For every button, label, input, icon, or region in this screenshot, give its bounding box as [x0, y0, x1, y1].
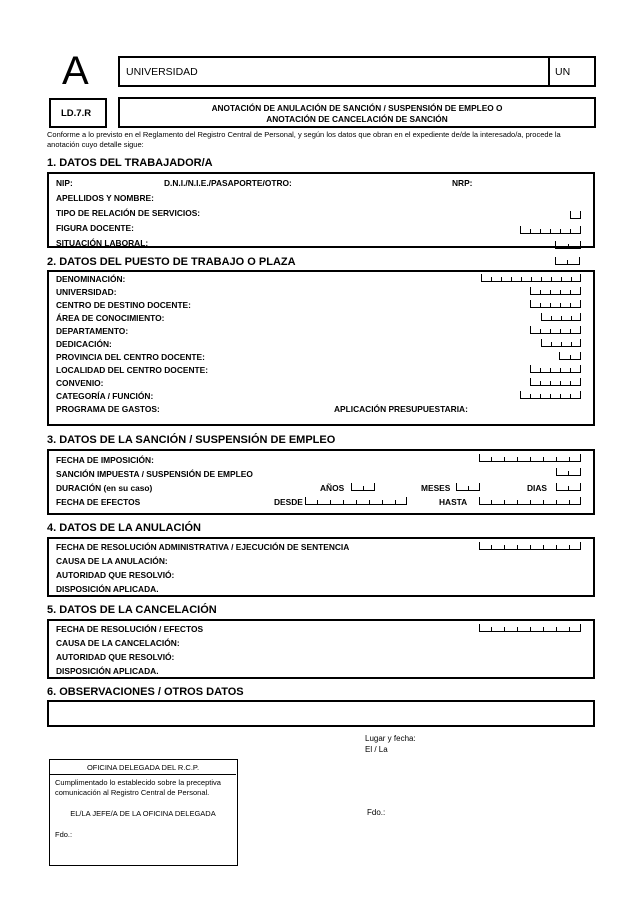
- anos-field[interactable]: [351, 484, 375, 491]
- oficina-title: OFICINA DELEGADA DEL R.C.P.: [86, 763, 200, 772]
- cancelacion-date-field[interactable]: [479, 625, 581, 632]
- section6-title: 6. OBSERVACIONES / OTROS DATOS: [47, 686, 244, 698]
- fecha-imposicion-date-field[interactable]: [479, 455, 581, 462]
- section2-box: [47, 270, 595, 426]
- section2-title: 2. DATOS DEL PUESTO DE TRABAJO O PLAZA: [47, 256, 296, 268]
- desde-label: DESDE: [274, 497, 303, 507]
- nip-label: NIP:: [56, 178, 73, 188]
- dias-label: DIAS: [527, 483, 548, 493]
- aplicacion-presupuestaria-label: APLICACIÓN PRESUPUESTARIA:: [334, 404, 468, 414]
- section3-title: 3. DATOS DE LA SANCIÓN / SUSPENSIÓN DE EMPLEO: [47, 434, 336, 446]
- observaciones-field[interactable]: [47, 700, 595, 727]
- localidad-label: LOCALIDAD DEL CENTRO DOCENTE:: [56, 365, 208, 375]
- meses-field[interactable]: [456, 484, 480, 491]
- fecha-imposicion-label: FECHA DE IMPOSICIÓN:: [56, 455, 154, 465]
- intro-text-line1: Conforme a lo previsto en el Reglamento del Registro Central de Personal, y según los datos que obran en el expediente de/de la interesado/a, procede la: [47, 130, 561, 139]
- form-title-line2: ANOTACIÓN DE CANCELACIÓN DE SANCIÓN: [266, 114, 448, 124]
- fecha-efectos-cancelacion-label: FECHA DE RESOLUCIÓN / EFECTOS: [56, 624, 204, 634]
- fdo-right-label: Fdo.:: [367, 808, 386, 817]
- tipo-relacion-label: TIPO DE RELACIÓN DE SERVICIOS:: [56, 208, 201, 218]
- university-box: [118, 56, 596, 87]
- university-code: UN: [555, 66, 571, 78]
- dedicacion-label: DEDICACIÓN:: [56, 339, 112, 349]
- anulacion-date-field[interactable]: [479, 543, 581, 550]
- section1-box: [47, 172, 595, 248]
- section4-box: [47, 537, 595, 597]
- form-code: LD.7.R: [61, 108, 92, 119]
- sancion-impuesta-label: SANCIÓN IMPUESTA / SUSPENSIÓN DE EMPLEO: [56, 469, 253, 479]
- figura-docente-code-field[interactable]: [520, 227, 581, 234]
- meses-label: MESES: [421, 483, 451, 493]
- figura-docente-label: FIGURA DOCENTE:: [56, 223, 134, 233]
- disposicion-cancelacion-label: DISPOSICIÓN APLICADA.: [56, 666, 159, 676]
- departamento-label: DEPARTAMENTO:: [56, 326, 129, 336]
- area-conocimiento-code-field[interactable]: [541, 314, 581, 321]
- disposicion-anulacion-label: DISPOSICIÓN APLICADA.: [56, 584, 159, 594]
- hasta-label: HASTA: [439, 497, 468, 507]
- denominacion-code-field[interactable]: [481, 275, 581, 282]
- universidad-code-field[interactable]: [530, 288, 581, 295]
- oficina-delegada-box: [49, 759, 238, 866]
- dedicacion-code-field[interactable]: [541, 340, 581, 347]
- tipo-relacion-code-field[interactable]: [570, 212, 581, 219]
- fecha-resolucion-label: FECHA DE RESOLUCIÓN ADMINISTRATIVA / EJECUCIÓN DE SENTENCIA: [56, 542, 350, 552]
- cumplimentado-line2: comunicación al Registro Central de Personal.: [55, 788, 210, 797]
- dni-label: D.N.I./N.I.E./PASAPORTE/OTRO:: [164, 178, 292, 188]
- hasta-date-field[interactable]: [479, 498, 581, 505]
- convenio-code-field[interactable]: [530, 379, 581, 386]
- big-letter: A: [62, 49, 89, 93]
- provincia-code-field[interactable]: [559, 353, 581, 360]
- anos-label: AÑOS: [320, 483, 345, 493]
- sancion-code-field[interactable]: [556, 469, 581, 476]
- section3-box: [47, 449, 595, 515]
- lugar-fecha-label: Lugar y fecha:: [365, 734, 416, 743]
- centro-destino-label: CENTRO DE DESTINO DOCENTE:: [56, 300, 191, 310]
- apellidos-label: APELLIDOS Y NOMBRE:: [56, 193, 154, 203]
- localidad-code-field[interactable]: [530, 366, 581, 373]
- section4-title: 4. DATOS DE LA ANULACIÓN: [47, 522, 202, 534]
- section5-box: [47, 619, 595, 679]
- form-title-line1: ANOTACIÓN DE ANULACIÓN DE SANCIÓN / SUSPENSIÓN DE EMPLEO O: [211, 103, 503, 113]
- causa-anulacion-label: CAUSA DE LA ANULACIÓN:: [56, 556, 168, 566]
- intro-text-line2: anotación cuyo detalle sigue:: [47, 140, 144, 149]
- section5-title: 5. DATOS DE LA CANCELACIÓN: [47, 604, 217, 616]
- universidad-label: UNIVERSIDAD:: [56, 287, 117, 297]
- categoria-code-field[interactable]: [520, 392, 581, 399]
- dias-field[interactable]: [556, 484, 581, 491]
- autoridad-anulacion-label: AUTORIDAD QUE RESOLVIÓ:: [56, 570, 175, 580]
- denominacion-label: DENOMINACIÓN:: [56, 274, 126, 284]
- categoria-label: CATEGORÍA / FUNCIÓN:: [56, 391, 154, 401]
- fdo-left-label: Fdo.:: [55, 830, 73, 839]
- form-title-box: [118, 97, 596, 128]
- programa-gastos-label: PROGRAMA DE GASTOS:: [56, 404, 160, 414]
- causa-cancelacion-label: CAUSA DE LA CANCELACIÓN:: [56, 638, 180, 648]
- desde-date-field[interactable]: [305, 498, 407, 505]
- duracion-label: DURACIÓN (en su caso): [56, 483, 153, 493]
- convenio-label: CONVENIO:: [56, 378, 104, 388]
- provincia-label: PROVINCIA DEL CENTRO DOCENTE:: [56, 352, 205, 362]
- university-label: UNIVERSIDAD: [126, 66, 198, 78]
- section1-title: 1. DATOS DEL TRABAJADOR/A: [47, 157, 213, 169]
- el-la-label: El / La: [365, 745, 388, 754]
- section2-code-field[interactable]: [555, 258, 580, 265]
- departamento-code-field[interactable]: [530, 327, 581, 334]
- nrp-label: NRP:: [452, 178, 473, 188]
- form-code-box: [49, 98, 107, 128]
- centro-destino-code-field[interactable]: [530, 301, 581, 308]
- area-conocimiento-label: ÁREA DE CONOCIMIENTO:: [56, 313, 165, 323]
- autoridad-cancelacion-label: AUTORIDAD QUE RESOLVIÓ:: [56, 652, 175, 662]
- jefe-oficina-label: EL/LA JEFE/A DE LA OFICINA DELEGADA: [70, 809, 216, 818]
- situacion-laboral-code-field[interactable]: [555, 242, 581, 249]
- fecha-efectos-label: FECHA DE EFECTOS: [56, 497, 141, 507]
- situacion-laboral-label: SITUACIÓN LABORAL:: [56, 238, 149, 248]
- cumplimentado-line1: Cumplimentado lo establecido sobre la preceptiva: [55, 778, 221, 787]
